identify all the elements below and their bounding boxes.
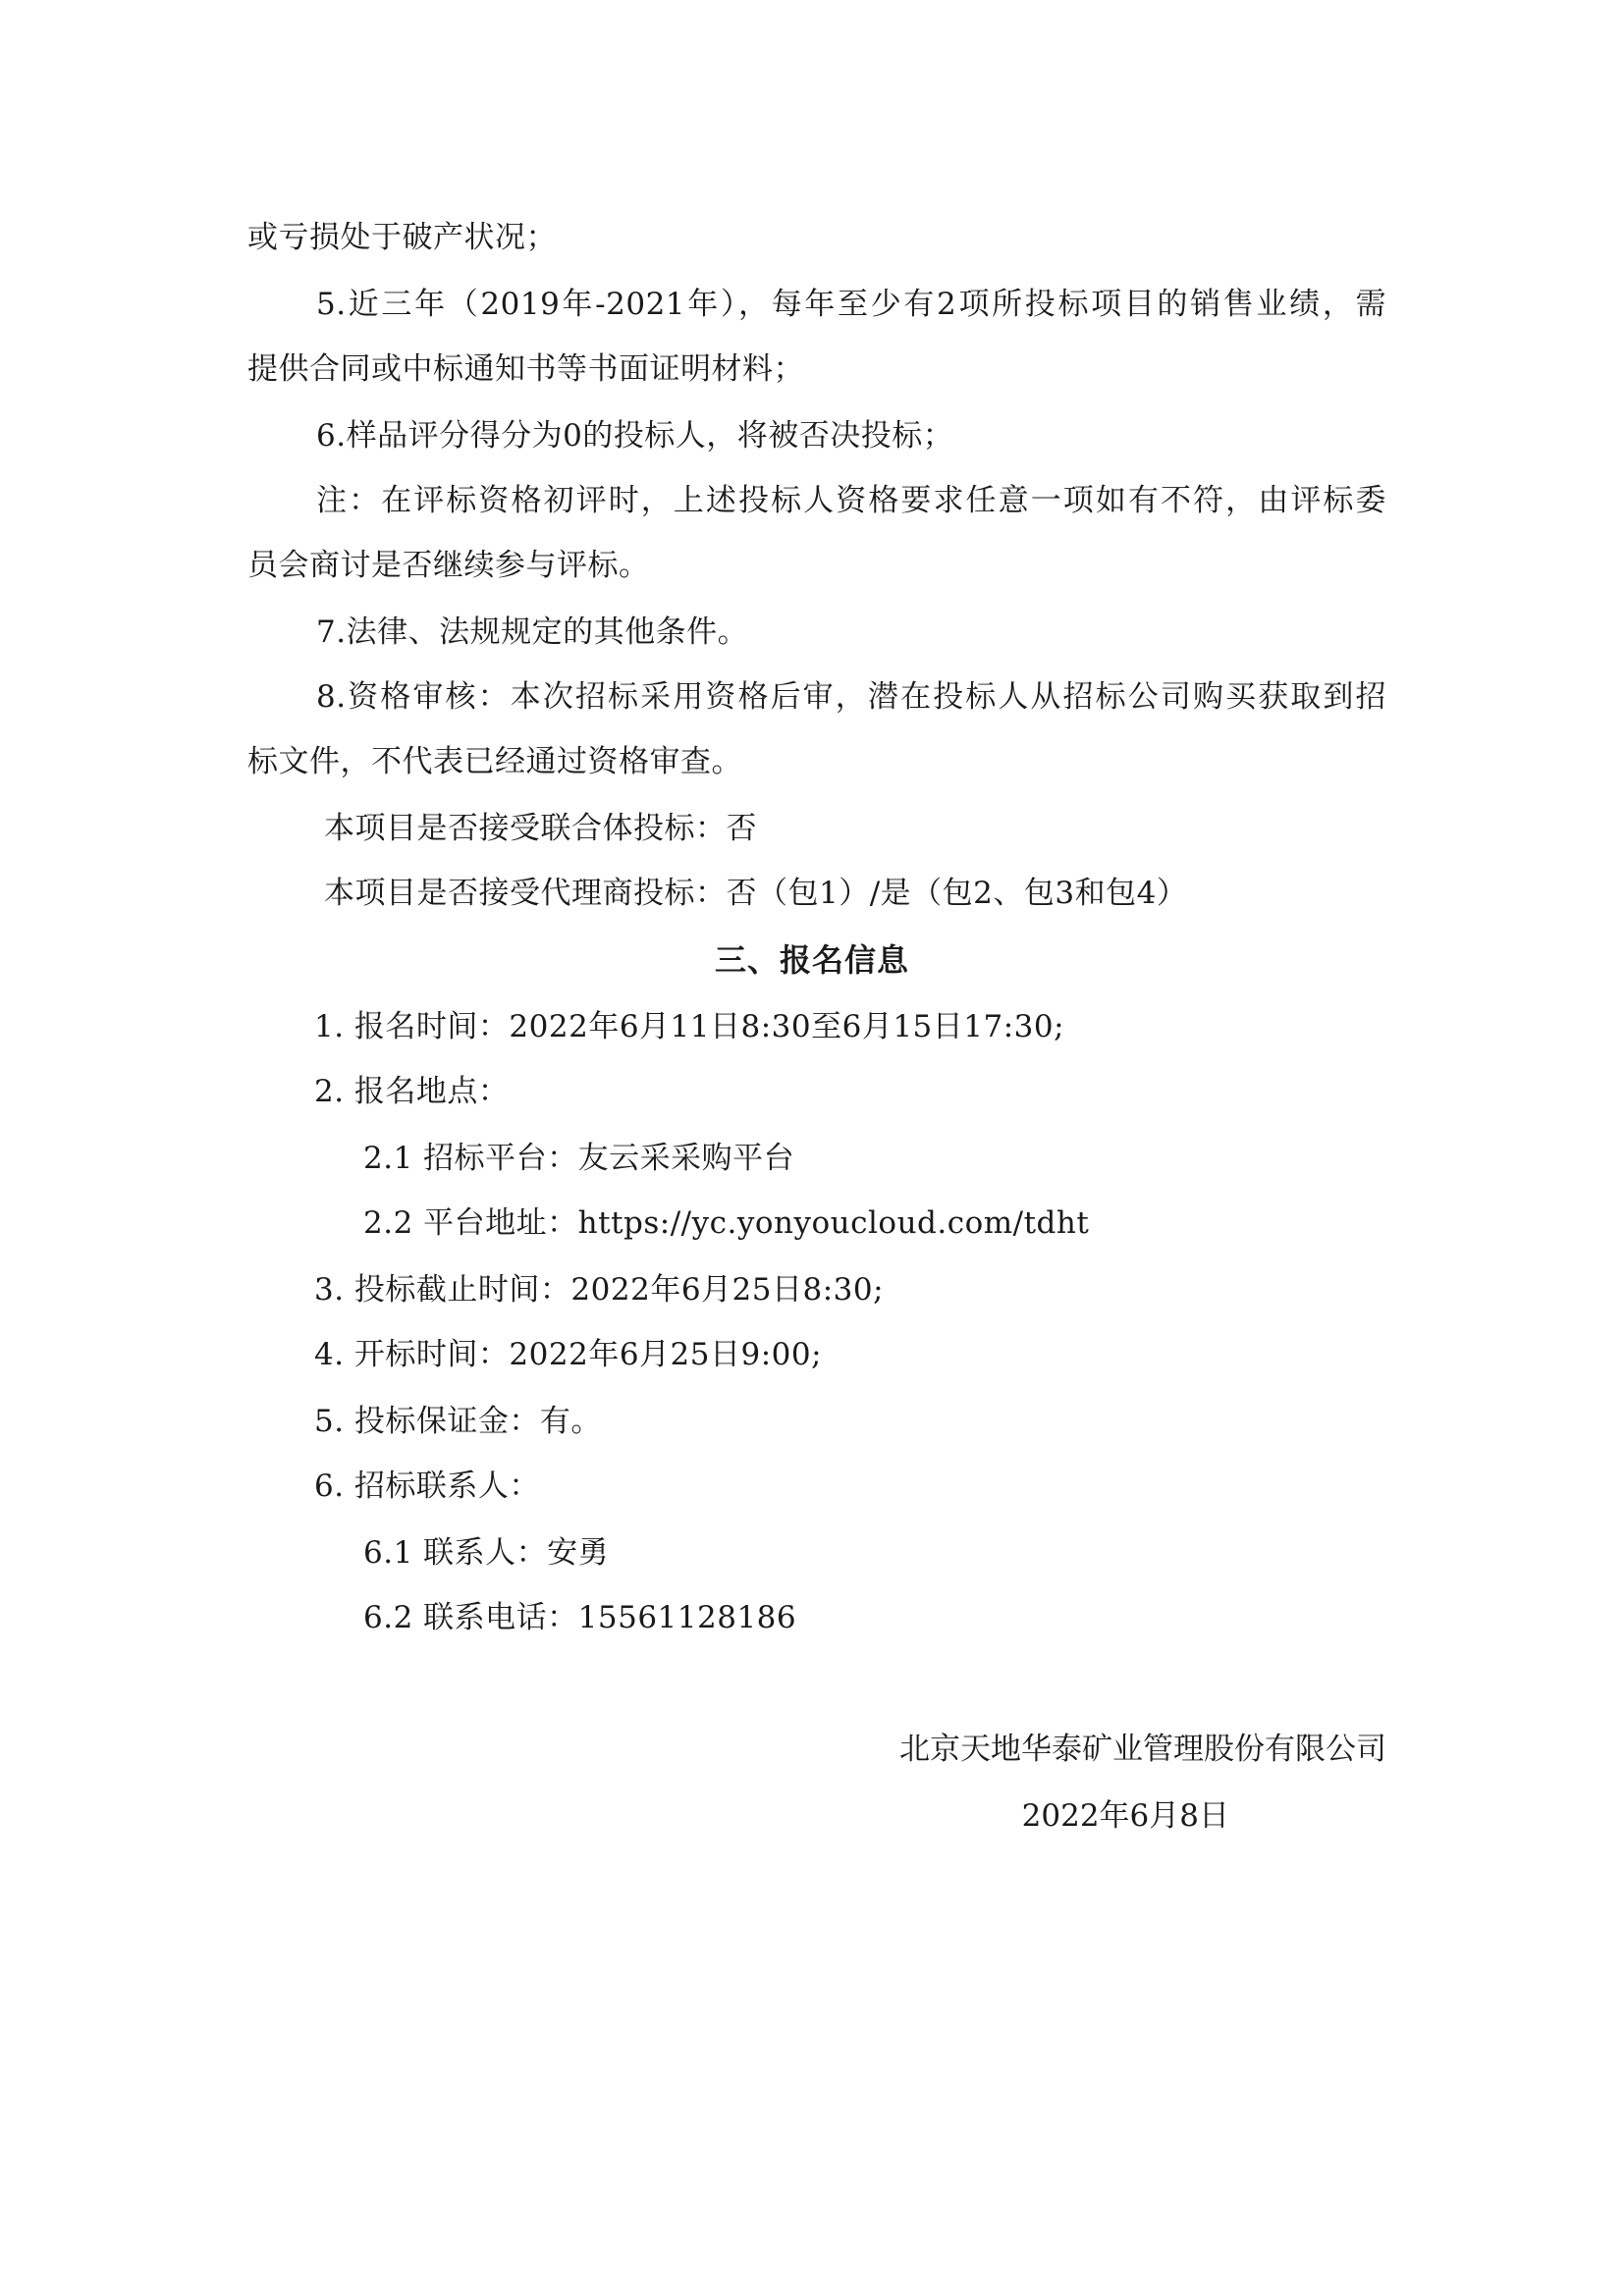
signature-company: 北京天地华泰矿业管理股份有限公司 [899,1732,1386,1767]
list-item: 1. 报名时间：2022年6月11日8:30至6月15日17:30; [314,1009,1065,1044]
text-line: 员会商讨是否继续参与评标。 [247,548,650,583]
text-line: 本项目是否接受代理商投标：否（包1）/是（包2、包3和包4） [324,876,1188,911]
text-line: 或亏损处于破产状况； [247,220,557,255]
list-item: 2. 报名地点： [314,1074,510,1109]
list-item: 2.2 平台地址：https://yc.yonyoucloud.com/tdht [363,1205,1090,1241]
text-line: 标文件，不代表已经通过资格审查。 [247,744,742,779]
text-line: 5.近三年（2019年-2021年），每年至少有2项所投标项目的销售业绩，需 [316,287,1386,322]
list-item: 6.2 联系电话：15561128186 [363,1600,797,1635]
text-line: 注：在评标资格初评时，上述投标人资格要求任意一项如有不符，由评标委 [316,483,1386,518]
signature-date: 2022年6月8日 [1021,1798,1229,1834]
list-item: 5. 投标保证金：有。 [314,1404,602,1439]
list-item: 2.1 招标平台：友云采采购平台 [363,1141,795,1176]
section-heading: 三、报名信息 [714,941,909,979]
text-line: 7.法律、法规规定的其他条件。 [316,614,749,650]
list-item: 3. 投标截止时间：2022年6月25日8:30; [314,1272,885,1308]
list-item: 4. 开标时间：2022年6月25日9:00; [314,1337,823,1372]
list-item: 6. 招标联系人： [314,1468,540,1504]
text-line: 6.样品评分得分为0的投标人，将被否决投标； [316,418,954,454]
text-line: 提供合同或中标通知书等书面证明材料； [247,351,804,387]
list-item: 6.1 联系人：安勇 [363,1535,610,1571]
text-line: 本项目是否接受联合体投标：否 [324,811,757,846]
text-line: 8.资格审核：本次招标采用资格后审，潜在投标人从招标公司购买获取到招 [316,679,1386,715]
